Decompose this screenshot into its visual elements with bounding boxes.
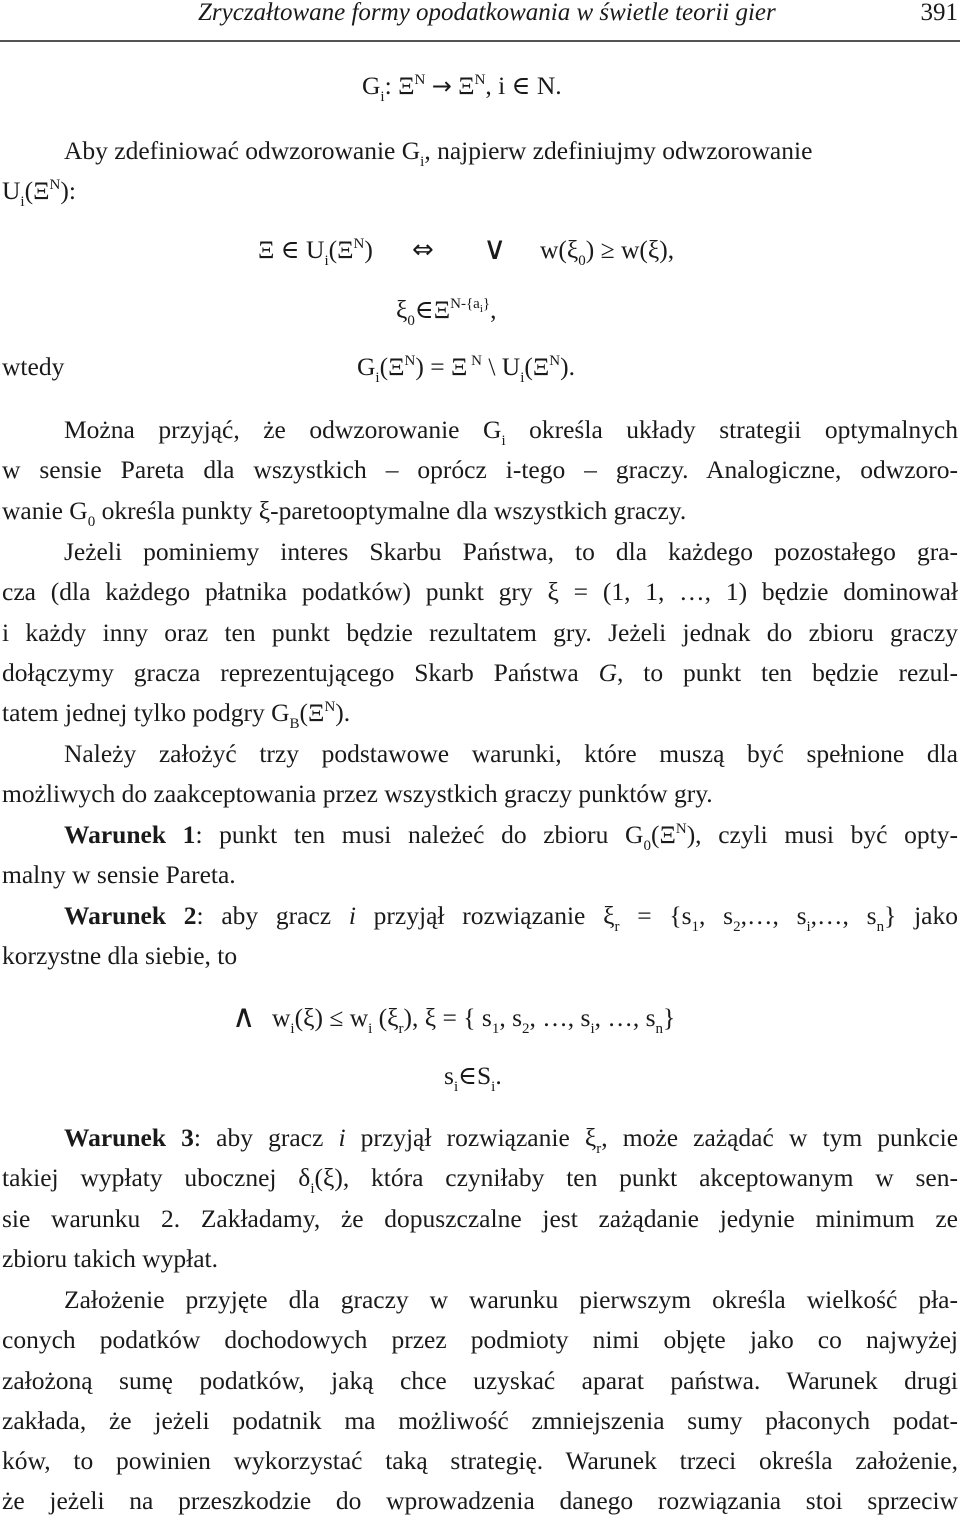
- running-title: Zryczałtowane formy opodatkowania w świetle teorii gier: [198, 0, 776, 26]
- paragraph-warunek-1: Warunek 1: punkt ten musi należeć do zbioru $G_0(\Xi^N)$, czyli musi być opty- malny w sensie Pareta.: [2, 820, 958, 890]
- paragraph-skarb-panstwa: Jeżeli pominiemy interes Skarbu Państwa, to dla każdego pozostałego gra- cza (dla każdego płatnika podatków) punkt gry ξ = (1, 1, …, 1) będzie dominował i każdy inny oraz ten punkt będzie rezultatem gry. Jeżeli jednak do zbioru graczy dołączymy gracza reprezentującego Skarb Państwa G, to punkt ten będzie rezul- tatem jednej tylko podgry $G_B(\Xi^N)$.: [2, 537, 958, 733]
- paragraph-warunki: Należy założyć trzy podstawowe warunki, które muszą być spełnione dla możliwych do zaakceptowania przez wszystkich graczy punktów gry.: [2, 739, 958, 809]
- paragraph-warunek-3: Warunek 3: aby gracz i przyjął rozwiązanie $\xi_r$, może zażądać w tym punkcie takiej wypłaty ubocznej $\delta_i(\xi)$, która czyniłaby ten punkt akceptowanym w sen- sie warunku 2. Zakładamy, że dopuszczalne jest zażądanie jedynie minimum ze zbioru takich wypłat.: [2, 1123, 959, 1273]
- forall-operator: ∧: [232, 997, 256, 1035]
- equation-condition-2: $w_i(\xi) \le w_i$ $(\xi_r)$, ξ = { $s_1$, $s_2$, …, $s_i$, …, $s_n$}: [272, 1003, 676, 1037]
- equation-definition-lhs: Ξ ∈ $U_i(\Xi^N)$: [258, 235, 373, 269]
- paragraph-pareta: Można przyjąć, że odwzorowanie $G_i$ określa układy strategii optymalnych w sensie Pareta dla wszystkich – oprócz i-tego – graczy. Analogiczne, odwzoro- wanie $G_0$ określa punkty ξ-paretooptymalne dla wszystkich graczy.: [2, 415, 958, 530]
- equation-condition-2-subscript: $s_i\in S_i$.: [444, 1061, 502, 1095]
- arrow-icon: →: [431, 72, 452, 100]
- intro-line-1: Aby zdefiniować odwzorowanie $G_i$, najpierw zdefiniujmy odwzorowanie: [64, 136, 813, 170]
- header-rule: [0, 40, 960, 42]
- intro-line-2: $U_i(\Xi^N)$:: [2, 176, 76, 210]
- iff-icon: ⇔: [412, 235, 434, 265]
- paragraph-zalozenie: Założenie przyjęte dla graczy w warunku pierwszym określa wielkość pła- conych podatków dochodowych przez podmioty nimi objęte jako co najwyżej założoną sumę podatków, jaką chce uzyskać aparat państwa. Warunek drugi zakłada, że jeżeli podatnik ma możliwość zmniejszenia sumy płaconych podat- ków, to powinien wykorzystać taką strategię. Warunek trzeci określa założenie, że jeżeli na przeszkodzie do wprowadzenia danego rozwiązania stoi sprzeciw: [2, 1285, 958, 1516]
- exists-operator: ∨: [483, 229, 507, 267]
- equation-complement: $G_i(\Xi^N) = \Xi$ $^N$ \ $U_i(\Xi^N)$.: [357, 352, 575, 386]
- equation-definition-subscript: $\xi_0\in\Xi^{N-\{ai\}}$,: [396, 295, 497, 329]
- page-number: 391: [920, 0, 958, 26]
- paragraph-warunek-2: Warunek 2: aby gracz i przyjął rozwiązanie $\xi_r = \{s_1$, $s_2,\dots$, $s_i,\dots$, $s_n$} jako korzystne dla siebie, to: [2, 901, 958, 971]
- equation-mapping: $G_i$: $\Xi^N \to \Xi^N$, i ∈ N.: [362, 71, 562, 105]
- equation-label-wtedy: wtedy: [2, 352, 65, 381]
- equation-definition-rhs: $w(\xi_0) \ge w(\xi)$,: [540, 235, 675, 269]
